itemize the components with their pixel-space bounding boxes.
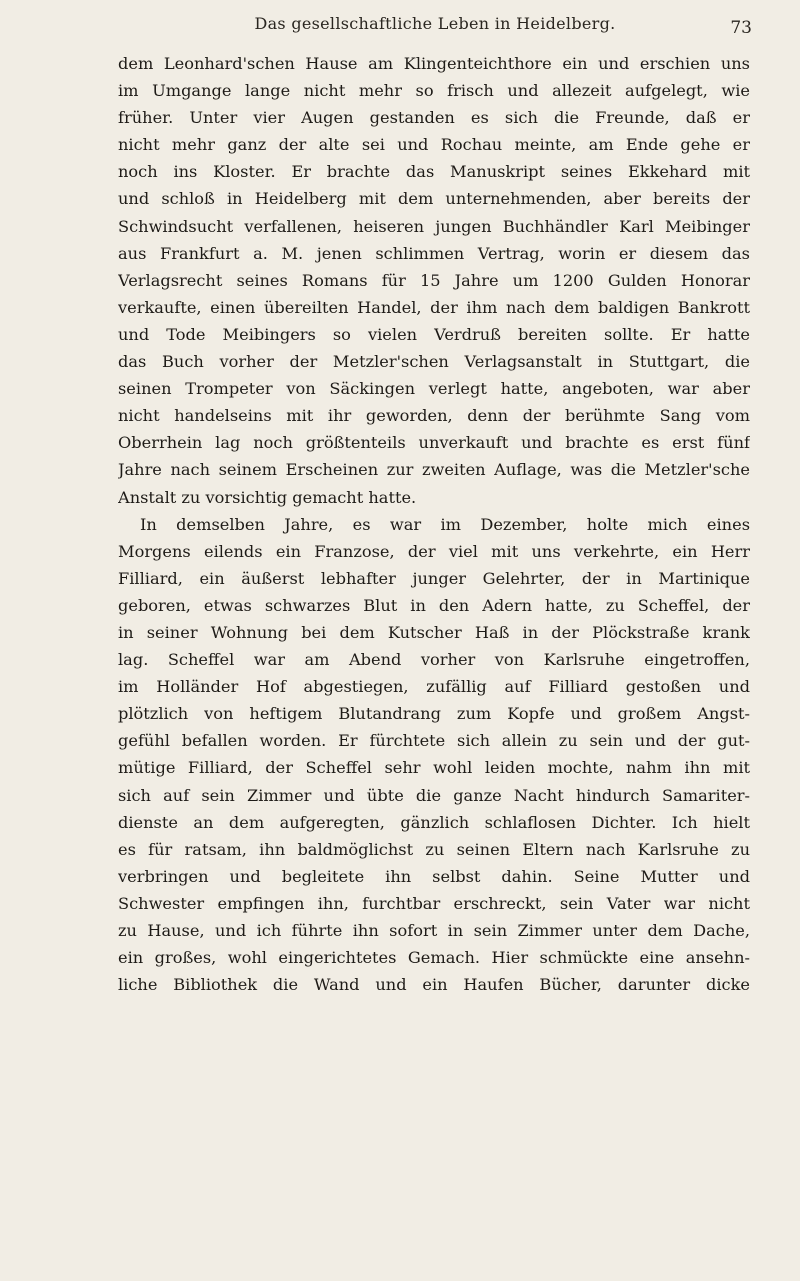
text-line: Oberrhein lag noch größtenteils unverkauft und brachte es erst fünf (118, 433, 750, 453)
text-line: ein großes, wohl eingerichtetes Gemach. Hier schmückte eine ansehn- (118, 948, 750, 968)
text-line: sich auf sein Zimmer und übte die ganze Nacht hindurch Samariter- (118, 785, 750, 805)
body-text (118, 50, 750, 998)
text-line: Schwester empfingen ihn, furchtbar erschreckt, sein Vater war nicht (118, 893, 750, 913)
text-line: zu Hause, und ich führte ihn sofort in sein Zimmer unter dem Dache, (118, 921, 750, 940)
page-number: 73 (730, 18, 752, 38)
text-line: aus Frankfurt a. M. jenen schlimmen Vertrag, worin er diesem das (118, 243, 750, 263)
text-line: Verlagsrecht seines Romans für 15 Jahre um 1200 Gulden Honorar (118, 270, 750, 290)
text-line: Filliard, ein äußerst lebhafter junger Gelehrter, der in Martinique (118, 568, 750, 588)
text-line: liche Bibliothek die Wand und ein Haufen Bücher, darunter dicke (118, 975, 750, 995)
text-line: es für ratsam, ihn baldmöglichst zu seinen Eltern nach Karlsruhe zu (118, 839, 750, 859)
text-line: im Umgange lange nicht mehr so frisch und allezeit aufgelegt, wie (118, 81, 750, 101)
text-line: plötzlich von heftigem Blutandrang zum Kopfe und großem Angst- (118, 704, 750, 724)
text-line: mütige Filliard, der Scheffel sehr wohl leiden mochte, nahm ihn mit (118, 758, 750, 778)
text-line: In demselben Jahre, es war im Dezember, holte mich eines (140, 514, 750, 534)
page-header (118, 14, 752, 44)
running-head: Das gesellschaftliche Leben in Heidelberg. (254, 14, 616, 33)
text-line: noch ins Kloster. Er brachte das Manuskript seines Ekkehard mit (118, 162, 750, 182)
text-line: und Tode Meibingers so vielen Verdruß bereiten sollte. Er hatte (118, 324, 750, 344)
text-line: Jahre nach seinem Erscheinen zur zweiten Auflage, was die Metzler'sche (118, 460, 750, 480)
text-line: gefühl befallen worden. Er fürchtete sich allein zu sein und der gut- (118, 731, 750, 751)
text-line: und schloß in Heidelberg mit dem unternehmenden, aber bereits der (118, 189, 750, 209)
text-line: nicht handelseins mit ihr geworden, denn der berühmte Sang vom (118, 406, 750, 426)
text-line: geboren, etwas schwarzes Blut in den Adern hatte, zu Scheffel, der (118, 595, 750, 615)
text-line: Schwindsucht verfallenen, heiseren jungen Buchhändler Karl Meibinger (118, 216, 750, 236)
text-line: Anstalt zu vorsichtig gemacht hatte. (118, 487, 417, 507)
text-line: verbringen und begleitete ihn selbst dahin. Seine Mutter und (118, 866, 750, 886)
text-line: dem Leonhard'schen Hause am Klingenteichthore ein und erschien uns (118, 54, 750, 73)
text-line: dienste an dem aufgeregten, gänzlich schlaflosen Dichter. Ich hielt (118, 812, 750, 832)
text-line: verkaufte, einen übereilten Handel, der ihm nach dem baldigen Bankrott (118, 297, 750, 317)
text-line: im Holländer Hof abgestiegen, zufällig auf Filliard gestoßen und (118, 677, 750, 697)
text-line: lag. Scheffel war am Abend vorher von Karlsruhe eingetroffen, (118, 650, 750, 670)
text-line: in seiner Wohnung bei dem Kutscher Haß in der Plöckstraße krank (118, 622, 750, 642)
text-line: das Buch vorher der Metzler'schen Verlagsanstalt in Stuttgart, die (118, 352, 750, 372)
text-line: Morgens eilends ein Franzose, der viel mit uns verkehrte, ein Herr (118, 541, 750, 561)
text-line: früher. Unter vier Augen gestanden es sich die Freunde, daß er (118, 108, 750, 128)
text-line: seinen Trompeter von Säckingen verlegt hatte, angeboten, war aber (118, 379, 750, 399)
text-line: nicht mehr ganz der alte sei und Rochau meinte, am Ende gehe er (118, 135, 750, 155)
